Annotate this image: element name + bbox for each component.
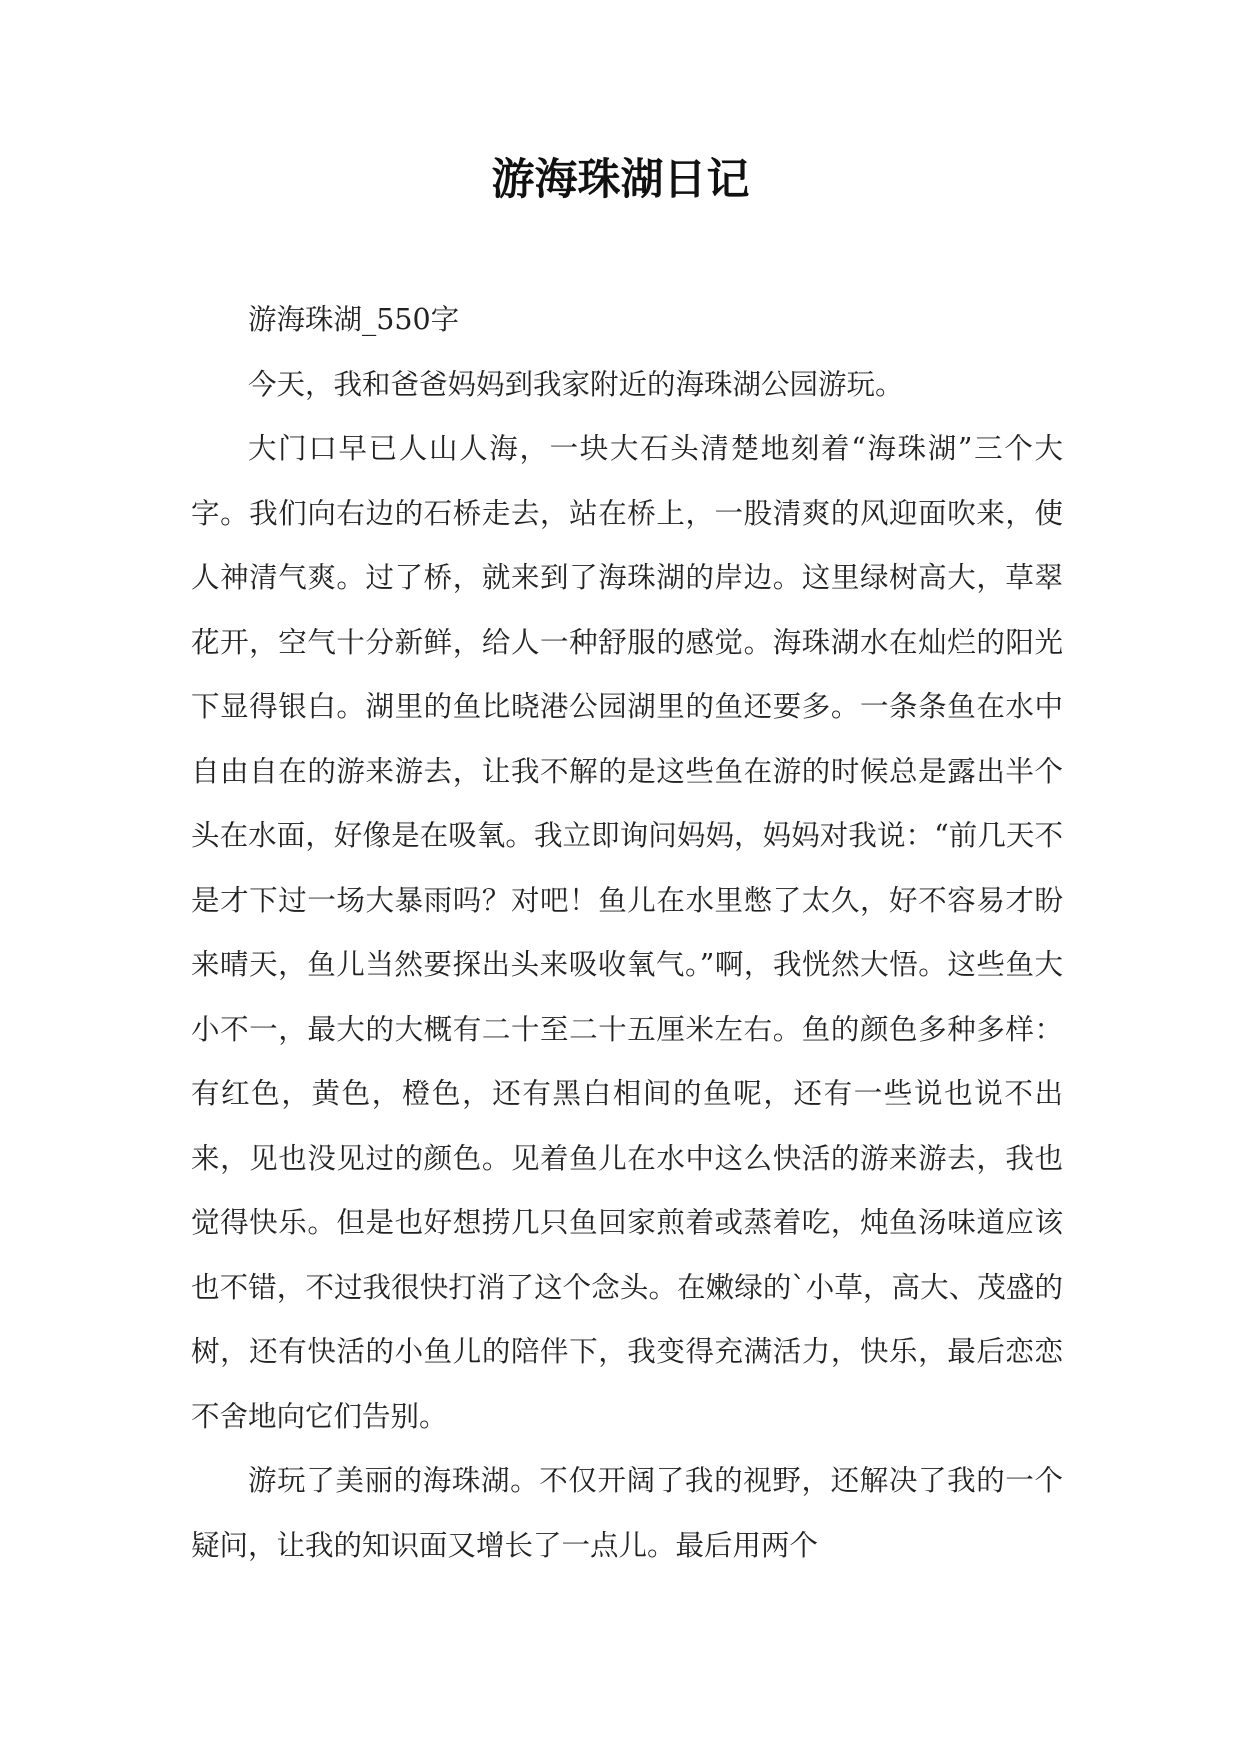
- paragraph-main: 大门口早已人山人海，一块大石头清楚地刻着“海珠湖”三个大字。我们向右边的石桥走去，站在桥上，一股清爽的风迎面吹来，使人神清气爽。过了桥，就来到了海珠湖的岸边。这里绿树高大，草翠花开，空气十分新鲜，给人一种舒服的感觉。海珠湖水在灿烂的阳光下显得银白。湖里的鱼比晓港公园湖里的鱼还要多。一条条鱼在水中自由自在的游来游去，让我不解的是这些鱼在游的时候总是露出半个头在水面，好像是在吸氧。我立即询问妈妈，妈妈对我说：“前几天不是才下过一场大暴雨吗？对吧！鱼儿在水里憋了太久，好不容易才盼来晴天，鱼儿当然要探出头来吸收氧气。”啊，我恍然大悟。这些鱼大小不一，最大的大概有二十至二十五厘米左右。鱼的颜色多种多样：有红色，黄色，橙色，还有黑白相间的鱼呢，还有一些说也说不出来，见也没见过的颜色。见着鱼儿在水中这么快活的游来游去，我也觉得快乐。但是也好想捞几只鱼回家煎着或蒸着吃，炖鱼汤味道应该也不错，不过我很快打消了这个念头。在嫩绿的`小草，高大、茂盛的树，还有快活的小鱼儿的陪伴下，我变得充满活力，快乐，最后恋恋不舍地向它们告别。: [191, 432, 1063, 1433]
- paragraph-intro: 今天，我和爸爸妈妈到我家附近的海珠湖公园游玩。: [248, 367, 904, 401]
- paragraph-conclusion: 游玩了美丽的海珠湖。不仅开阔了我的视野，还解决了我的一个疑问，让我的知识面又增长了一点儿。最后用两个: [191, 1464, 1063, 1562]
- paragraph-subtitle: 游海珠湖_550字: [248, 303, 460, 336]
- document-body: [191, 288, 1063, 1578]
- document-title: 游海珠湖日记: [491, 155, 750, 205]
